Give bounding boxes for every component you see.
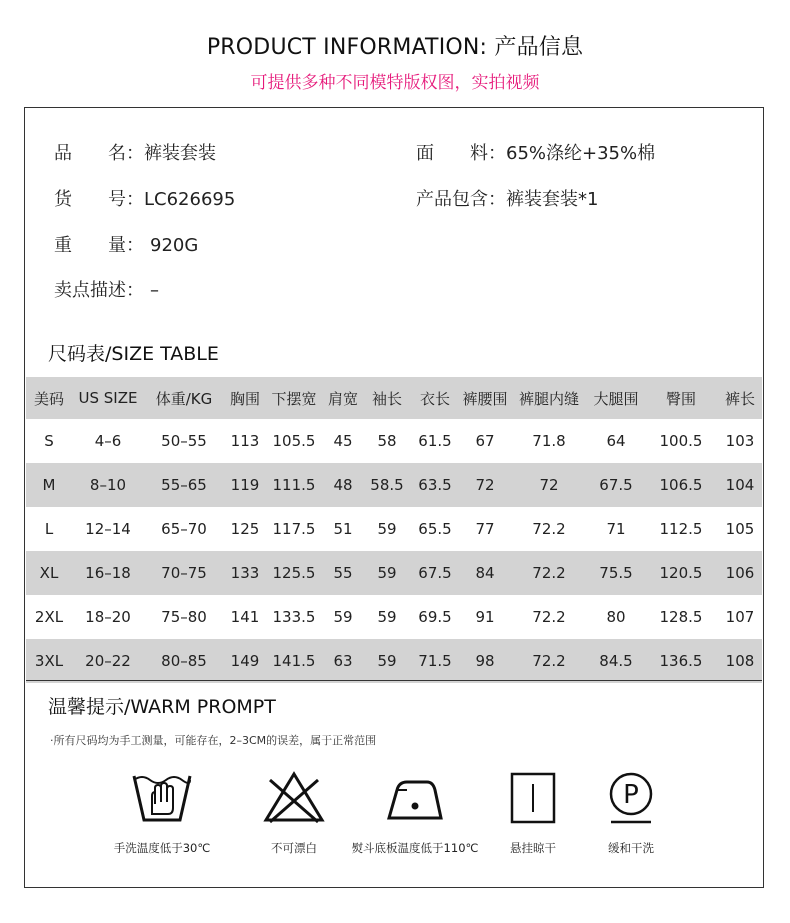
- size-table-column-header: 胸围: [229, 389, 260, 408]
- page-subtitle: 可提供多种不同模特版权图，实拍视频: [250, 73, 540, 93]
- table-cell: 70–75: [161, 564, 207, 582]
- table-cell: 107: [725, 608, 755, 626]
- table-cell: 80: [606, 608, 626, 626]
- dry-clean-icon: [599, 770, 663, 826]
- table-cell: 72.2: [532, 564, 566, 582]
- hang-dry-icon: [501, 770, 565, 826]
- table-cell: M: [42, 476, 56, 494]
- table-cell: 75–80: [161, 608, 207, 626]
- table-cell: 103: [725, 432, 755, 450]
- table-cell: 58.5: [370, 476, 404, 494]
- care-item-dry-clean: [561, 770, 701, 856]
- size-table-title: 尺码表/SIZE TABLE: [48, 343, 219, 365]
- table-cell: L: [44, 520, 54, 538]
- info-selling: [54, 276, 159, 302]
- table-cell: 84: [475, 564, 495, 582]
- size-table-column-header: 袖长: [371, 389, 402, 408]
- info-fabric: [416, 139, 655, 165]
- table-cell: 59: [377, 564, 397, 582]
- table-cell: 20–22: [85, 652, 131, 670]
- table-cell: 72.2: [532, 520, 566, 538]
- table-cell: 111.5: [272, 476, 316, 494]
- table-cell: 71.5: [418, 652, 452, 670]
- size-table-column-header: 裤腰围: [462, 389, 508, 408]
- table-cell: 67.5: [599, 476, 633, 494]
- table-row: [26, 463, 762, 507]
- table-cell: 108: [725, 652, 755, 670]
- table-cell: 133: [230, 564, 260, 582]
- table-row: [26, 507, 762, 551]
- table-cell: 45: [333, 432, 353, 450]
- table-cell: 117.5: [272, 520, 316, 538]
- divider: [26, 680, 762, 681]
- table-cell: 100.5: [659, 432, 703, 450]
- info-sku: [54, 185, 235, 211]
- svg-text:P: P: [623, 780, 639, 810]
- table-cell: 72.2: [532, 608, 566, 626]
- table-cell: 59: [333, 608, 353, 626]
- table-cell: 119: [230, 476, 260, 494]
- info-weight-value: 920G: [150, 235, 199, 256]
- info-fabric-label: 面 料：: [416, 143, 506, 164]
- page-title: PRODUCT INFORMATION: 产品信息: [206, 35, 584, 60]
- table-cell: 106.5: [659, 476, 703, 494]
- table-row: [26, 419, 762, 463]
- table-cell: 51: [333, 520, 353, 538]
- table-cell: 125.5: [272, 564, 316, 582]
- table-cell: 112.5: [659, 520, 703, 538]
- table-cell: 59: [377, 608, 397, 626]
- table-cell: 55–65: [161, 476, 207, 494]
- size-table-column-header: US SIZE: [78, 389, 138, 407]
- iron-icon: [383, 770, 447, 826]
- table-cell: 63: [333, 652, 353, 670]
- table-cell: 18–20: [85, 608, 131, 626]
- hand-wash-icon: [130, 770, 194, 826]
- size-table-column-header: 臀围: [665, 389, 696, 408]
- table-cell: 133.5: [272, 608, 316, 626]
- size-table-column-header: 裤长: [724, 389, 755, 408]
- table-row: [26, 639, 762, 683]
- table-cell: 69.5: [418, 608, 452, 626]
- table-cell: 64: [606, 432, 626, 450]
- table-cell: 98: [475, 652, 495, 670]
- info-sku-label: 货 号：: [54, 189, 144, 210]
- info-name: [54, 139, 216, 165]
- info-sku-value: LC626695: [144, 189, 236, 210]
- care-label: 悬挂晾干: [510, 841, 556, 855]
- table-cell: 149: [230, 652, 260, 670]
- info-package-value: 裤装套装*1: [506, 189, 599, 210]
- info-package-label: 产品包含：: [416, 189, 506, 210]
- info-name-label: 品 名：: [54, 143, 144, 164]
- table-cell: 59: [377, 520, 397, 538]
- size-table-column-header: 美码: [33, 389, 64, 408]
- table-cell: 65–70: [161, 520, 207, 538]
- table-cell: 80–85: [161, 652, 207, 670]
- table-cell: 120.5: [659, 564, 703, 582]
- info-selling-value: –: [150, 280, 159, 301]
- table-cell: 71: [606, 520, 626, 538]
- table-cell: 48: [333, 476, 353, 494]
- info-name-value: 裤装套装: [144, 143, 216, 164]
- prompt-title: 温馨提示/WARM PROMPT: [48, 696, 276, 718]
- no-bleach-icon: [262, 770, 326, 826]
- table-cell: 67: [475, 432, 495, 450]
- info-fabric-value: 65%涤纶+35%棉: [506, 143, 656, 164]
- table-cell: S: [44, 432, 54, 450]
- care-label: 手洗温度低于30℃: [113, 841, 211, 855]
- size-table-column-header: 大腿围: [593, 389, 639, 408]
- size-table-column-header: 裤腿内缝: [518, 389, 579, 408]
- table-cell: 2XL: [34, 608, 64, 626]
- table-cell: 91: [475, 608, 495, 626]
- table-cell: 75.5: [599, 564, 633, 582]
- table-cell: 67.5: [418, 564, 452, 582]
- table-cell: 125: [230, 520, 260, 538]
- table-cell: 106: [725, 564, 755, 582]
- table-cell: 16–18: [85, 564, 131, 582]
- care-item-no-bleach: [224, 770, 364, 856]
- table-cell: 3XL: [34, 652, 64, 670]
- care-label: 熨斗底板温度低于110℃: [351, 841, 479, 855]
- size-table-column-header: 衣长: [419, 389, 450, 408]
- size-table-header: [26, 377, 762, 419]
- table-cell: 72.2: [532, 652, 566, 670]
- table-row: [26, 595, 762, 639]
- table-cell: 50–55: [161, 432, 207, 450]
- size-table-body: [26, 419, 762, 683]
- care-label: 不可漂白: [271, 841, 317, 855]
- table-row: [26, 551, 762, 595]
- prompt-note: ·所有尺码均为手工测量，可能存在，2–3CM的误差，属于正常范围: [50, 734, 377, 747]
- table-cell: 141: [230, 608, 260, 626]
- table-cell: 104: [725, 476, 755, 494]
- table-cell: 136.5: [659, 652, 703, 670]
- table-cell: 72: [539, 476, 559, 494]
- info-weight: [54, 231, 198, 257]
- table-cell: 58: [377, 432, 397, 450]
- table-cell: XL: [39, 564, 59, 582]
- table-cell: 105: [725, 520, 755, 538]
- info-package: [416, 185, 598, 211]
- info-selling-label: 卖点描述：: [54, 280, 144, 301]
- info-weight-label: 重 量：: [54, 235, 144, 256]
- table-cell: 141.5: [272, 652, 316, 670]
- table-cell: 12–14: [85, 520, 131, 538]
- table-cell: 128.5: [659, 608, 703, 626]
- table-cell: 61.5: [418, 432, 452, 450]
- size-table-column-header: 肩宽: [327, 389, 358, 408]
- table-cell: 63.5: [418, 476, 452, 494]
- table-cell: 113: [230, 432, 260, 450]
- care-item-hand-wash: [92, 770, 232, 856]
- table-cell: 84.5: [599, 652, 633, 670]
- table-cell: 8–10: [89, 476, 127, 494]
- table-cell: 55: [333, 564, 353, 582]
- table-cell: 71.8: [532, 432, 566, 450]
- table-cell: 105.5: [272, 432, 316, 450]
- size-table-column-header: 下摆宽: [271, 389, 317, 408]
- size-table: [26, 377, 762, 683]
- table-cell: 65.5: [418, 520, 452, 538]
- table-cell: 59: [377, 652, 397, 670]
- table-cell: 4–6: [94, 432, 122, 450]
- care-label: 缓和干洗: [608, 841, 654, 855]
- table-cell: 72: [475, 476, 495, 494]
- size-table-column-header: 体重/KG: [155, 389, 213, 408]
- table-cell: 77: [475, 520, 495, 538]
